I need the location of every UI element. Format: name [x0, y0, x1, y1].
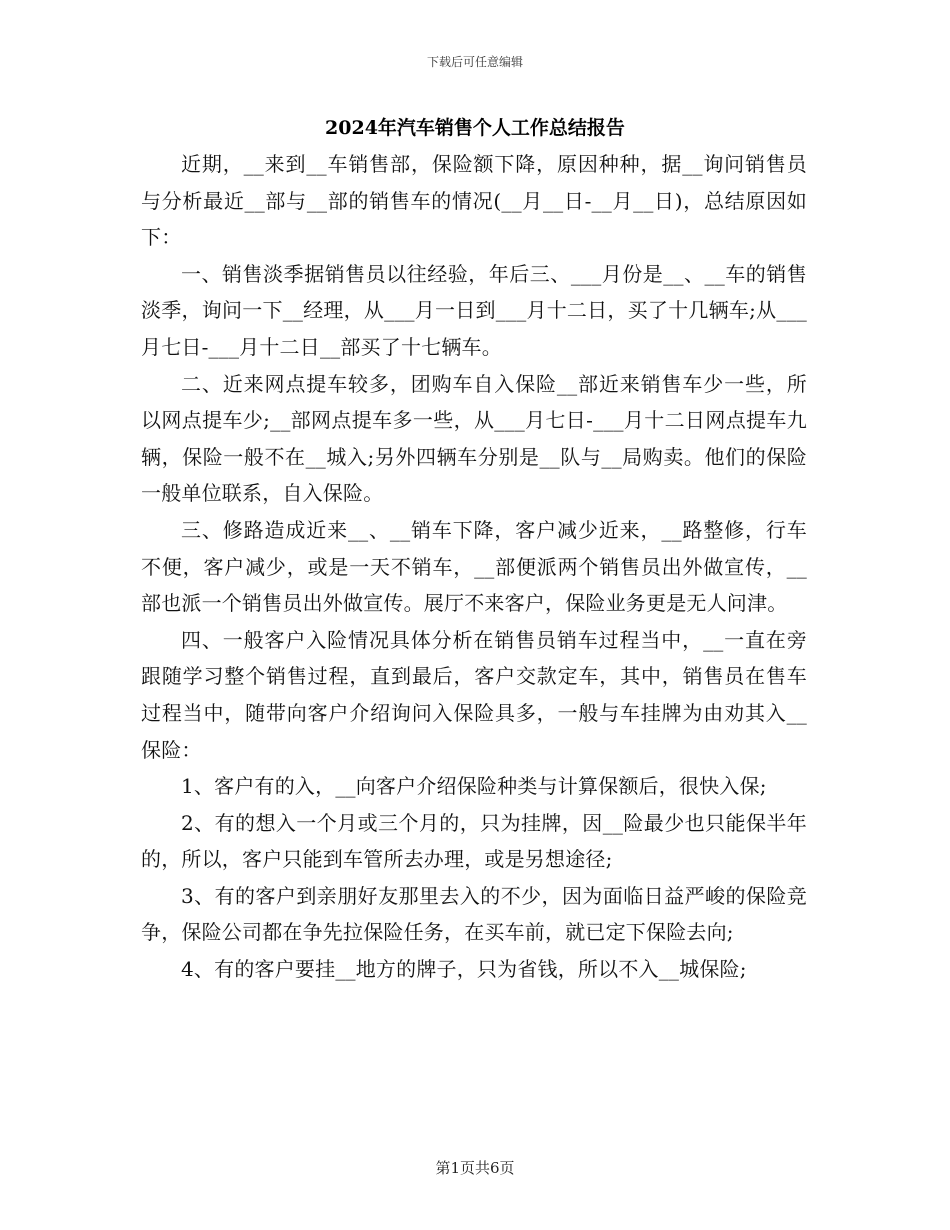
document-title: 2024年汽车销售个人工作总结报告 — [325, 117, 625, 139]
paragraph-item-4: 4、有的客户要挂__地方的牌子，只为省钱，所以不入__城保险; — [181, 957, 747, 982]
paragraph-section-2: 二、近来网点提车较多，团购车自入保险__部近来销售车少一些，所以网点提车少;__部网点提车多一些，从___月七日-___月十二日网点提车九辆，保险一般不在__城入;另外四辆车分别是__队与__局购卖。他们的保险一般单位联系，自入保险。 — [141, 371, 807, 506]
header-note: 下载后可任意编辑 — [426, 55, 523, 69]
document-body — [141, 146, 807, 988]
page-number: 第1页共6页 — [435, 1159, 515, 1177]
paragraph-item-1: 1、客户有的入，__向客户介绍保险种类与计算保额后，很快入保; — [181, 774, 767, 799]
paragraph-section-1: 一、销售淡季据销售员以往经验，年后三、___月份是__、__车的销售淡季，询问一下__经理，从___月一日到___月十二日，买了十几辆车;从___月七日-___月十二日__部买了十七辆车。 — [141, 261, 807, 359]
paragraph-item-2: 2、有的想入一个月或三个月的，只为挂牌，因__险最少也只能保半年的，所以，客户只能到车管所去办理，或是另想途径; — [141, 810, 807, 872]
paragraph-item-3: 3、有的客户到亲朋好友那里去入的不少，因为面临日益严峻的保险竞争，保险公司都在争先拉保险任务，在买车前，就已定下保险去向; — [141, 883, 807, 945]
paragraph-intro: 近期，__来到__车销售部，保险额下降，原因种种，据__询问销售员与分析最近__部与__部的销售车的情况(__月__日-__月__日)，总结原因如下： — [141, 152, 807, 250]
paragraph-section-3: 三、修路造成近来__、__销车下降，客户减少近来，__路整修，行车不便，客户减少，或是一天不销车，__部便派两个销售员出外做宣传，__部也派一个销售员出外做宣传。展厅不来客户，保险业务更是无人问津。 — [141, 517, 807, 616]
paragraph-section-4: 四、一般客户入险情况具体分析在销售员销车过程当中，__一直在旁跟随学习整个销售过程，直到最后，客户交款定车，其中，销售员在售车过程当中，随带向客户介绍询问入保险具多，一般与车挂牌为由劝其入__保险： — [141, 627, 807, 762]
